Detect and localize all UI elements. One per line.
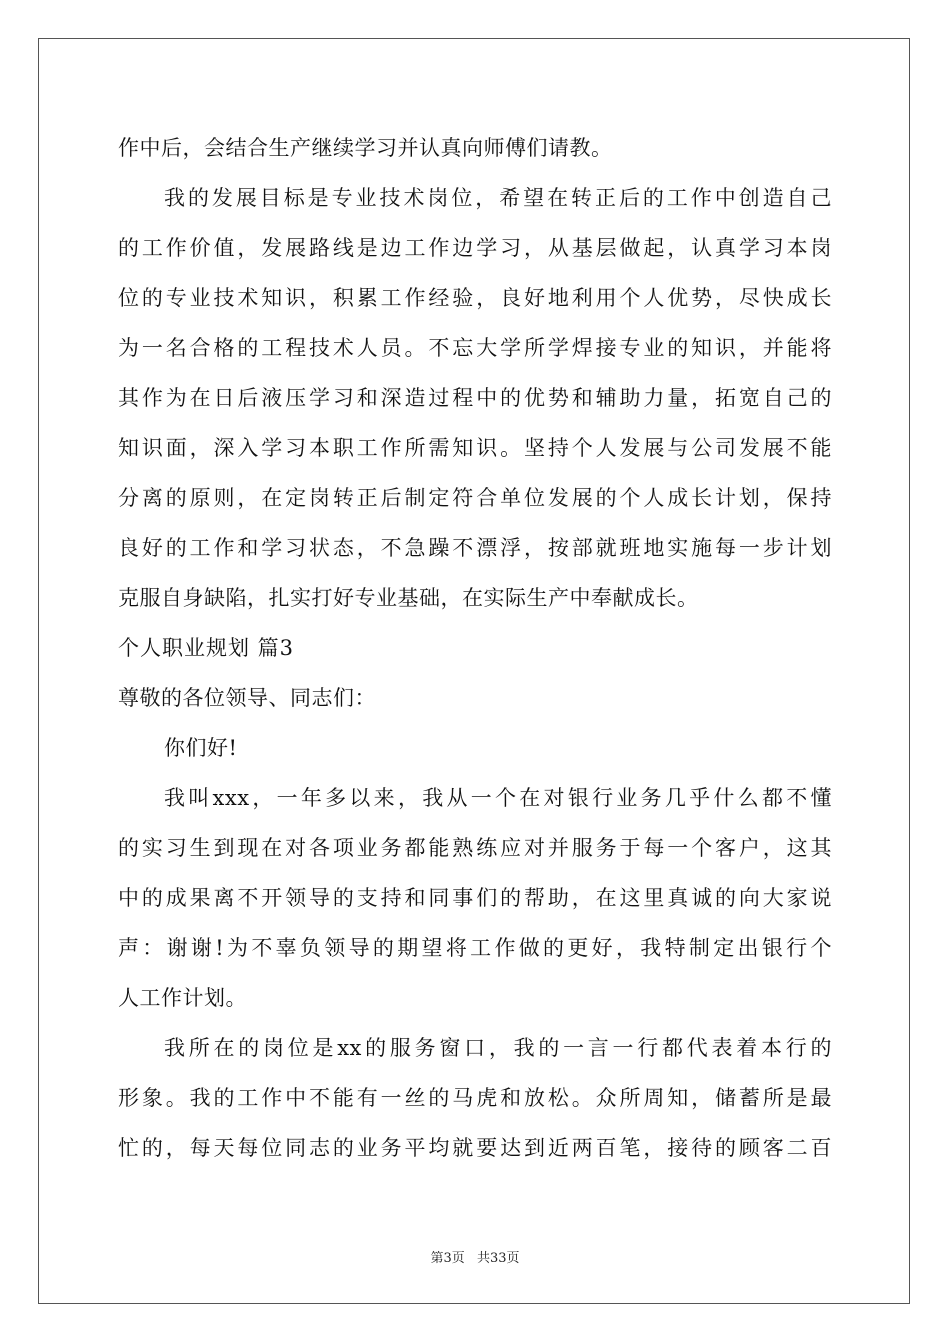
document-body — [118, 128, 832, 1178]
total-page-count: 共33页 — [476, 1251, 520, 1266]
text-line: 的实习生到现在对各项业务都能熟练应对并服务于每一个客户，这其 — [118, 836, 832, 860]
current-page-number: 第3页 — [430, 1251, 465, 1266]
text-line: 你们好! — [164, 736, 238, 760]
text-line: 中的成果离不开领导的支持和同事们的帮助，在这里真诚的向大家说 — [118, 886, 832, 910]
text-line: 声：谢谢!为不辜负领导的期望将工作做的更好，我特制定出银行个 — [118, 936, 832, 960]
text-line: 为一名合格的工程技术人员。不忘大学所学焊接专业的知识，并能将 — [118, 336, 832, 360]
text-line: 形象。我的工作中不能有一丝的马虎和放松。众所周知，储蓄所是最 — [118, 1086, 832, 1110]
text-line: 尊敬的各位领导、同志们： — [118, 686, 376, 710]
text-line: 忙的，每天每位同志的业务平均就要达到近两百笔，接待的顾客二百 — [118, 1136, 832, 1160]
text-line: 良好的工作和学习状态，不急躁不漂浮，按部就班地实施每一步计划 — [118, 536, 832, 560]
text-line: 我叫xxx，一年多以来，我从一个在对银行业务几乎什么都不懂 — [164, 786, 832, 810]
text-line: 分离的原则，在定岗转正后制定符合单位发展的个人成长计划，保持 — [118, 486, 832, 510]
section-heading: 个人职业规划 篇3 — [118, 636, 295, 660]
text-line: 其作为在日后液压学习和深造过程中的优势和辅助力量，拓宽自己的 — [118, 386, 832, 410]
text-line: 人工作计划。 — [118, 986, 247, 1010]
text-line: 我的发展目标是专业技术岗位，希望在转正后的工作中创造自己 — [164, 186, 832, 210]
text-line: 作中后，会结合生产继续学习并认真向师傅们请教。 — [118, 136, 613, 160]
text-line: 克服自身缺陷，扎实打好专业基础，在实际生产中奉献成长。 — [118, 586, 699, 610]
page-footer — [0, 1247, 950, 1266]
text-line: 我所在的岗位是xx的服务窗口，我的一言一行都代表着本行的 — [164, 1036, 832, 1060]
text-line: 的工作价值，发展路线是边工作边学习，从基层做起，认真学习本岗 — [118, 236, 832, 260]
text-line: 知识面，深入学习本职工作所需知识。坚持个人发展与公司发展不能 — [118, 436, 832, 460]
text-line: 位的专业技术知识，积累工作经验，良好地利用个人优势，尽快成长 — [118, 286, 832, 310]
